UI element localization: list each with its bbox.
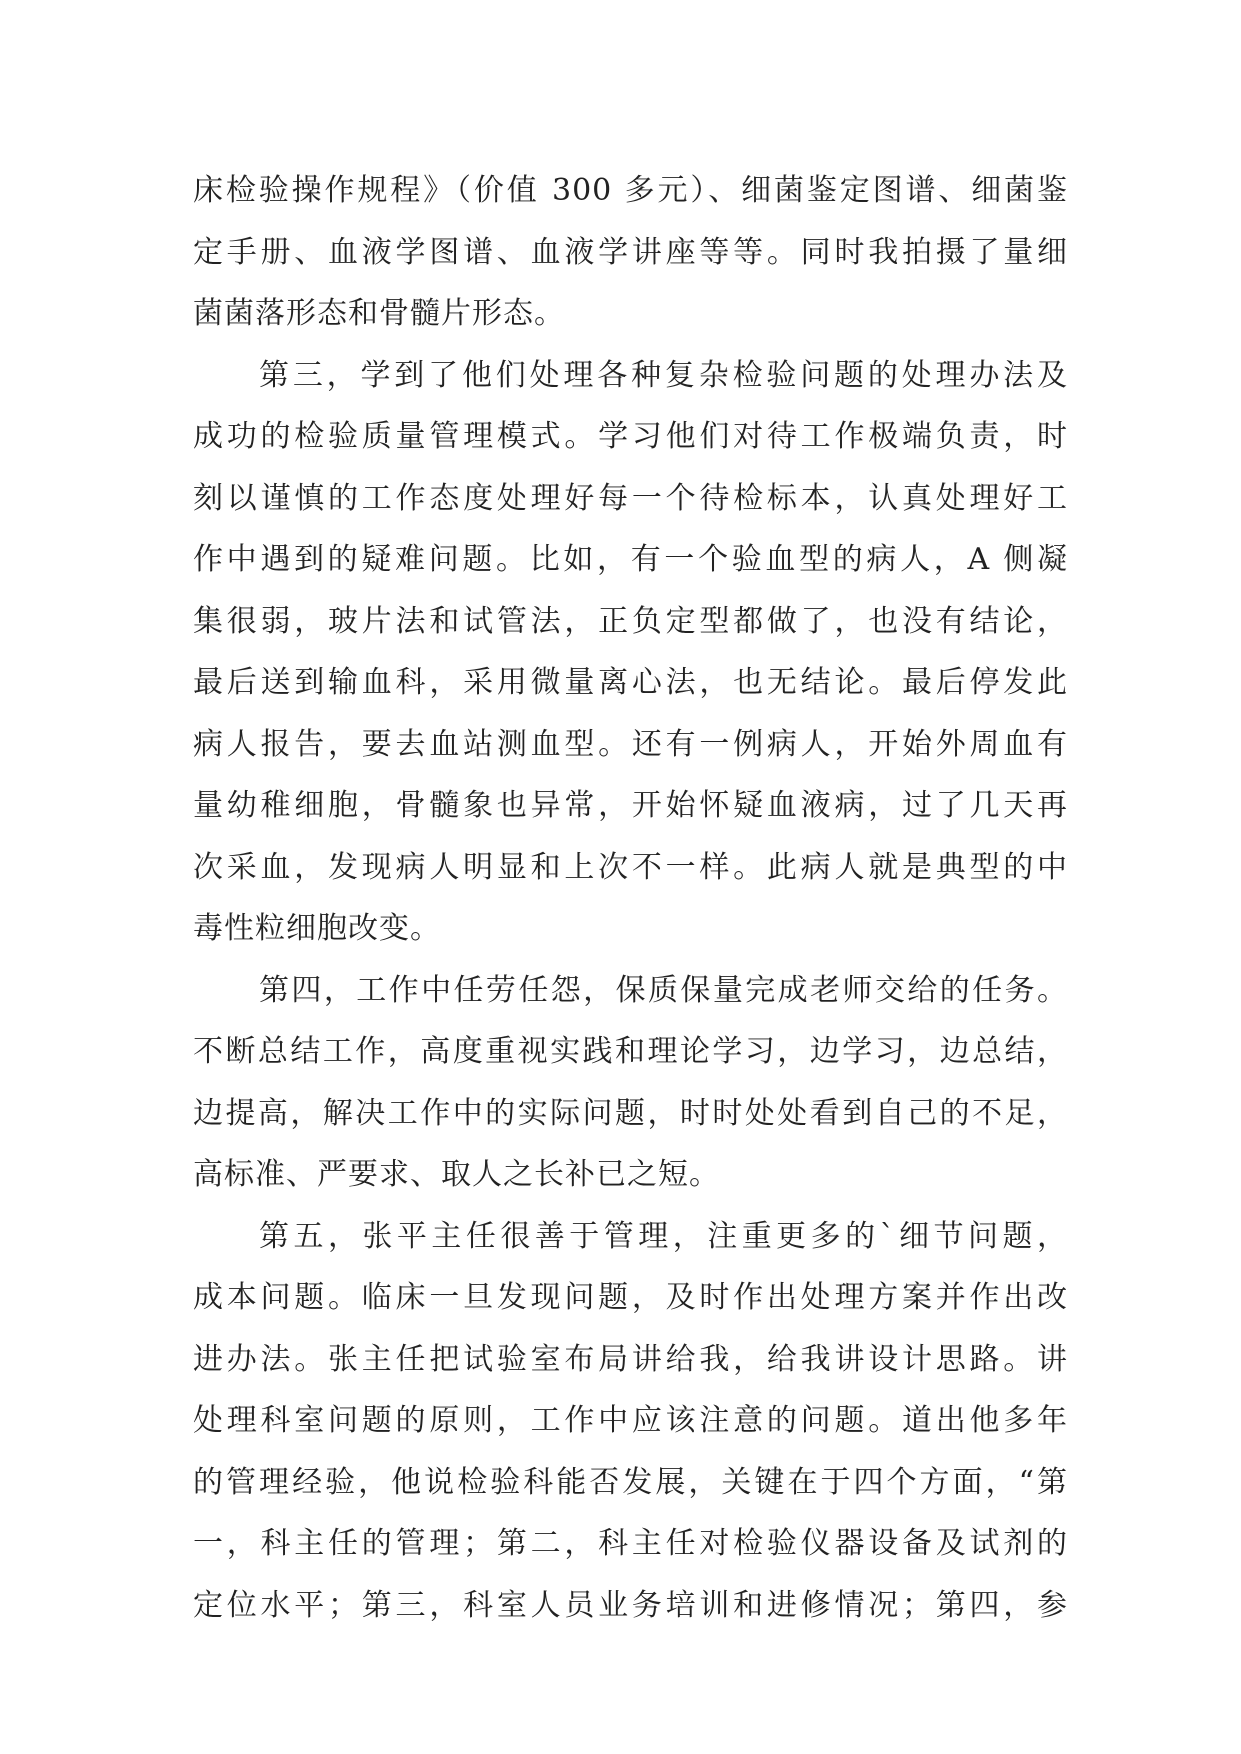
text-line: 刻以谨慎的工作态度处理好每一个待检标本，认真处理好工 [193,480,1068,516]
text-line: 第三，学到了他们处理各种复杂检验问题的处理办法及 [259,357,1068,393]
paragraph [193,1206,1068,1637]
text-line: 一，科主任的管理；第二，科主任对检验仪器设备及试剂的 [193,1526,1068,1561]
document-body [193,160,1068,1636]
text-line: 成功的检验质量管理模式。学习他们对待工作极端负责，时 [193,419,1068,454]
text-line: 最后送到输血科，采用微量离心法，也无结论。最后停发此 [193,665,1068,700]
text-line: 边提高，解决工作中的实际问题，时时处处看到自己的不足， [193,1095,1068,1131]
text-line: 第四，工作中任劳任怨，保质保量完成老师交给的任务。 [259,972,1068,1008]
paragraph [193,960,1068,1206]
text-line: 量幼稚细胞，骨髓象也异常，开始怀疑血液病，过了几天再 [193,788,1068,823]
text-line: 床检验操作规程》（价值 300 多元）、细菌鉴定图谱、细菌鉴 [193,173,1068,208]
text-line: 定手册、血液学图谱、血液学讲座等等。同时我拍摄了量细 [193,234,1068,270]
text-line: 处理科室问题的原则，工作中应该注意的问题。道出他多年 [193,1403,1068,1438]
text-line: 成本问题。临床一旦发现问题，及时作出处理方案并作出改 [193,1280,1068,1315]
text-line: 不断总结工作，高度重视实践和理论学习，边学习，边总结， [193,1034,1068,1069]
text-line: 次采血，发现病人明显和上次不一样。此病人就是典型的中 [193,849,1068,885]
text-line: 菌菌落形态和骨髓片形态。 [193,296,565,331]
text-line: 定位水平；第三，科室人员业务培训和进修情况；第四，参 [193,1587,1068,1623]
text-line: 集很弱，玻片法和试管法，正负定型都做了，也没有结论， [193,603,1068,639]
text-line: 第五，张平主任很善于管理，注重更多的`细节问题， [259,1218,1068,1254]
text-line: 进办法。张主任把试验室布局讲给我，给我讲设计思路。讲 [193,1341,1068,1377]
text-line: 作中遇到的疑难问题。比如，有一个验血型的病人，A 侧凝 [193,542,1068,577]
paragraph [193,345,1068,960]
paragraph [193,160,1068,345]
text-line: 病人报告，要去血站测血型。还有一例病人，开始外周血有 [193,726,1068,762]
text-line: 高标准、严要求、取人之长补已之短。 [193,1157,720,1192]
text-line: 毒性粒细胞改变。 [193,911,441,946]
text-line: 的管理经验，他说检验科能否发展，关键在于四个方面，“第 [193,1464,1068,1500]
